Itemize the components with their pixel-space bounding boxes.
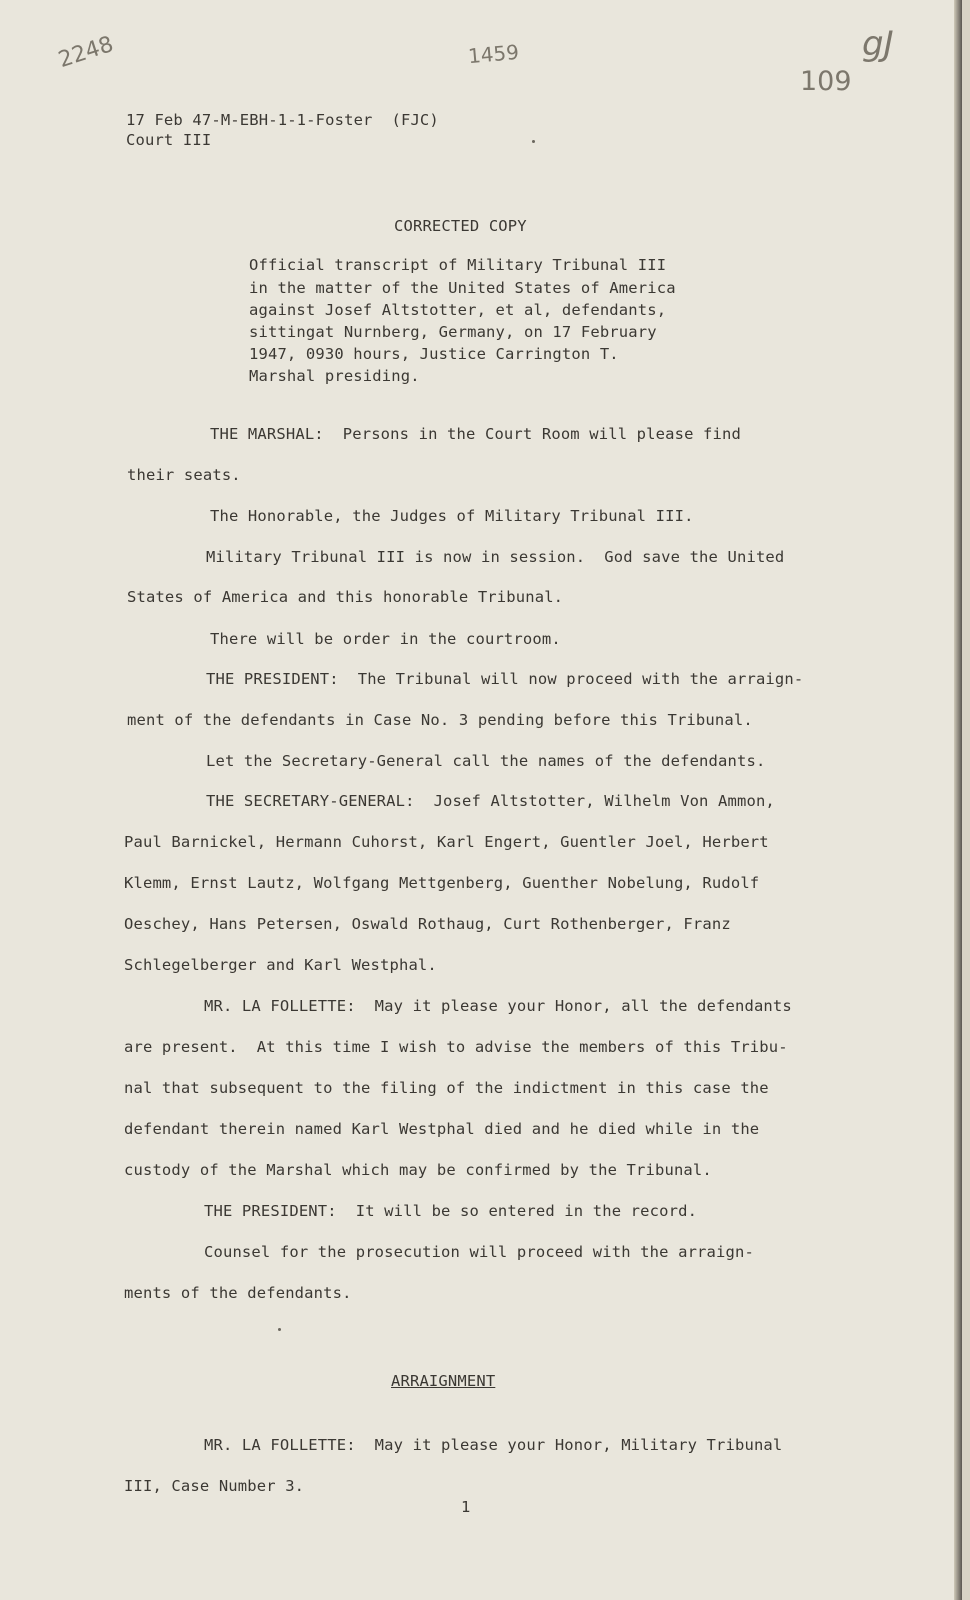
closing-line: III, Case Number 3. — [124, 1477, 305, 1495]
handwritten-page-number: 109 — [800, 66, 852, 97]
body-line: Let the Secretary-General call the names of the defendants. — [206, 752, 766, 770]
body-line: There will be order in the courtroom. — [210, 630, 561, 648]
body-line: ments of the defendants. — [124, 1284, 352, 1302]
body-line: nal that subsequent to the filing of the indictment in this case the — [124, 1079, 769, 1097]
body-line: States of America and this honorable Tribunal. — [127, 588, 564, 606]
body-line: THE SECRETARY-GENERAL: Josef Altstotter, Wilhelm Von Ammon, — [206, 792, 775, 810]
handwritten-number-top-center: 1459 — [467, 39, 520, 69]
handwritten-number-top-left: 2248 — [55, 31, 117, 74]
body-line: custody of the Marshal which may be confirmed by the Tribunal. — [124, 1161, 712, 1179]
body-line: Schlegelberger and Karl Westphal. — [124, 956, 437, 974]
handwritten-initials: gJ — [862, 24, 894, 64]
body-line: Oeschey, Hans Petersen, Oswald Rothaug, Curt Rothenberger, Franz — [124, 915, 731, 933]
document-title: CORRECTED COPY — [394, 217, 527, 235]
body-line: defendant therein named Karl Westphal died and he died while in the — [124, 1120, 760, 1138]
body-line: ment of the defendants in Case No. 3 pending before this Tribunal. — [127, 711, 753, 729]
body-line: Klemm, Ernst Lautz, Wolfgang Mettgenberg, Guenther Nobelung, Rudolf — [124, 874, 760, 892]
body-line: are present. At this time I wish to advise the members of this Tribu- — [124, 1038, 788, 1056]
body-line: Counsel for the prosecution will proceed with the arraign- — [204, 1243, 754, 1261]
ink-speck — [532, 140, 535, 143]
header-line-2: Court III — [126, 131, 212, 149]
intro-line: 1947, 0930 hours, Justice Carrington T. — [249, 345, 619, 363]
section-heading: ARRAIGNMENT — [391, 1372, 496, 1390]
intro-line: in the matter of the United States of America — [249, 279, 676, 297]
page-edge-shadow — [954, 0, 962, 1600]
body-line: their seats. — [127, 466, 241, 484]
body-line: THE PRESIDENT: The Tribunal will now proceed with the arraign- — [206, 670, 804, 688]
body-line: THE PRESIDENT: It will be so entered in the record. — [204, 1202, 698, 1220]
intro-line: Marshal presiding. — [249, 367, 420, 385]
body-line: The Honorable, the Judges of Military Tribunal III. — [210, 507, 694, 525]
body-line: MR. LA FOLLETTE: May it please your Honor, all the defendants — [204, 997, 792, 1015]
header-line-1: 17 Feb 47-M-EBH-1-1-Foster (FJC) — [126, 111, 439, 129]
body-line: THE MARSHAL: Persons in the Court Room will please find — [210, 425, 741, 443]
body-line: Paul Barnickel, Hermann Cuhorst, Karl Engert, Guentler Joel, Herbert — [124, 833, 769, 851]
intro-line: sittingat Nurnberg, Germany, on 17 February — [249, 323, 657, 341]
intro-line: against Josef Altstotter, et al, defendants, — [249, 301, 667, 319]
intro-line: Official transcript of Military Tribunal III — [249, 256, 667, 274]
closing-line: MR. LA FOLLETTE: May it please your Honor, Military Tribunal — [204, 1436, 783, 1454]
page-number: 1 — [461, 1498, 471, 1516]
ink-speck — [278, 1328, 281, 1331]
body-line: Military Tribunal III is now in session. God save the United — [206, 548, 785, 566]
